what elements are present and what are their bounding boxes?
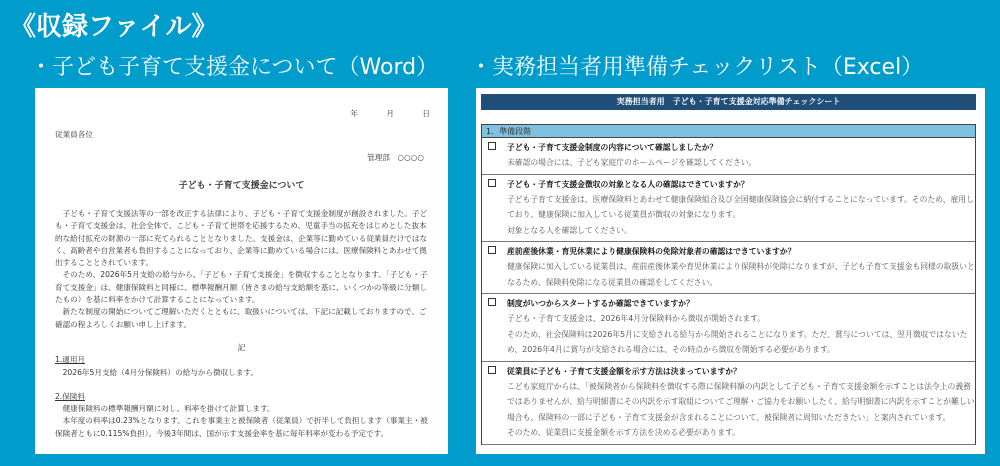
excel-file-label: ・実務担当者用準備チェックリスト（Excel） xyxy=(470,55,924,80)
answer: こども家庭庁からは、「被保険者から保険料を徴収する際に保険料額の内訳として子ども・子育て支援金額を示すことは法令上の義務ではありませんが、給与明細書にその内訳を示す取組についてご理解・ご協力をお願いしたく、給与明細書に内訳を示すことが難しい場合も、保険料の一部に子ども・子育て支援金が含まれることについて、被保険者に周知いただきたい」と案内されています。 xyxy=(507,381,975,422)
section-line: 2026年5月支給（4月分保険料）の給与から徴収します。 xyxy=(62,367,259,377)
checkbox[interactable] xyxy=(488,246,496,254)
paragraph: そのため、2026年5月支給の給与から、「子ども・子育て支援金」を徴収することとなります。「子ども・子育て支援金」は、健康保険料と同様に、標準報酬月額（皆さまの給与支給額を基に、いくつかの等級に分類したもの）を基に料率をかけて計算することになっています。 xyxy=(55,270,428,305)
section-heading: 2.保険料 xyxy=(55,391,86,401)
answer: 健康保険に加入している従業員は、産前産後休業や育児休業により保険料が免除になりますが、子ども子育て支援金も同様の取扱いとなるため、保険料免除になる従業員の確認をしてください。 xyxy=(507,262,975,287)
document-title: 子ども・子育て支援金について xyxy=(178,181,305,191)
paragraph: 新たな制度の開始についてご理解いただくとともに、取扱いについては、下記に記載しておりますので、ご確認の程よろしくお願い申し上げます。 xyxy=(55,307,427,329)
word-document-preview xyxy=(35,88,448,454)
sender: 管理部 ○○○○ xyxy=(367,153,424,162)
answer: 未確認の場合には、子ども家庭庁のホームページを確認してください。 xyxy=(507,158,757,167)
page-heading: 《収録ファイル》 xyxy=(10,12,218,42)
section-line: 本年度の料率は0.23%となります。これを事業主と被保険者（従業員）で折半して負担します（事業主・被保険者ともに0.115%負担）。今後3年間は、国が示す支援金率を基に毎年料率が変わる予定です。 xyxy=(55,416,428,438)
answer: 子ども子育て支援金は、医療保険料とあわせて健康保険組合及び全国健康保険協会に納付することになっています。そのため、雇用しており、健康保険に加入している従業員が徴収の対象になります。 xyxy=(507,194,974,219)
section-line: 健康保険料の標準報酬月額に対し、料率を掛けて計算します。 xyxy=(62,404,275,414)
checklist-item xyxy=(482,138,975,175)
question: 従業員に子ども・子育て支援金額を示す方法は決まっていますか？ xyxy=(507,366,741,376)
question: 産前産後休業・育児休業により健康保険料の免除対象者の確認はできていますか？ xyxy=(507,247,796,256)
date-line: 年 月 日 xyxy=(350,109,430,118)
checkbox[interactable] xyxy=(488,179,496,187)
excel-checklist-preview xyxy=(476,88,985,454)
checkbox[interactable] xyxy=(488,142,496,150)
answer: そのため、社会保険料は2026年5月に支給される給与から開始されることになります。ただ、賞与については、翌月徴収ではないため、2026年4月に賞与が支給される場合には、その時点から徴収を開始する必要があります。 xyxy=(507,329,968,354)
checklist-item xyxy=(482,242,975,294)
section-heading: 1.適用月 xyxy=(55,355,86,365)
question: 子ども・子育て支援金徴収の対象となる人の確認はできていますか？ xyxy=(507,179,749,189)
sheet-title: 実務担当者用 子ども・子育て支援金対応準備チェックシート xyxy=(481,94,976,110)
answer: そのため、従業員に支援金額を示す方法を決める必要があります。 xyxy=(507,428,740,437)
checklist-item xyxy=(482,362,975,445)
checklist-item xyxy=(482,294,975,362)
question: 制度がいつからスタートするか確認できていますか？ xyxy=(507,299,694,308)
section-header: 1．準備段階 xyxy=(482,124,975,138)
answer: 対象となる人を確認してください。 xyxy=(507,225,632,235)
checkbox[interactable] xyxy=(488,298,496,306)
word-file-label: ・子ども子育て支援金について（Word） xyxy=(30,55,439,80)
answer: 子ども・子育て支援金は、2026年4月分保険料から徴収が開始されます。 xyxy=(507,314,766,323)
checklist-item xyxy=(482,175,975,243)
checkbox[interactable] xyxy=(488,366,496,374)
paragraph: 子ども・子育て支援法等の一部を改正する法律により、子ども・子育て支援金制度が創設されました。子ども・子育て支援金は、社会全体で、こども・子育て世帯を応援するため、児童手当の拡充をはじめとした抜本的な給付拡充の財源の一部に充てられることとなりました。支援金は、企業等に勤めている従業員だけではなく、高齢者や自営業者も負担することになっており、企業等に勤めている場合には、医療保険料とあわせて拠出することとされています。 xyxy=(55,209,428,268)
ki-heading: 記 xyxy=(237,342,246,352)
recipient: 従業員各位 xyxy=(55,130,93,139)
checklist-table xyxy=(481,124,976,445)
document-body xyxy=(55,208,428,440)
question: 子ども・子育て支援金制度の内容について確認しましたか？ xyxy=(507,143,718,152)
